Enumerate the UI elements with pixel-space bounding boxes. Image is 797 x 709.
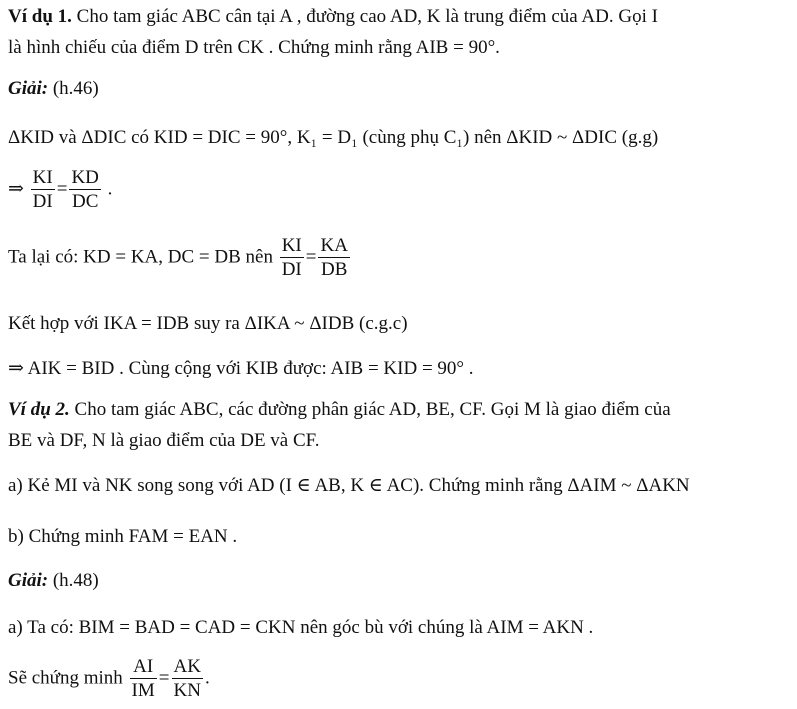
fraction-ai-im: $\frac{AI}{IM}$ bbox=[131, 656, 155, 701]
solution-label: Giải: bbox=[8, 78, 49, 99]
fraction-ka-db: $\frac{KA}{DB}$ bbox=[320, 235, 348, 280]
example-2-step-1: a) Ta có: BIM = BAD = CAD = CKN nên góc bù với chúng là AIM = AKN . bbox=[8, 617, 594, 638]
fraction-ki-di-2: $\frac{KI}{DI}$ bbox=[281, 235, 302, 280]
figure-ref-2: (h.48) bbox=[48, 570, 99, 591]
example-1-step-3: Ta lại có: KD = KA, DC = DB nên $\frac{KI}{DI}$ = $\frac{KA}{DB}$ bbox=[8, 235, 348, 280]
fraction-ak-kn: $\frac{AK}{KN}$ bbox=[173, 656, 201, 701]
example-2-text-1: Cho tam giác ABC, các đường phân giác AD, BE, CF. Gọi M là giao điểm của bbox=[69, 399, 671, 420]
example-2-solution-heading bbox=[8, 570, 99, 592]
example-1-step-5: ⇒ AIK = BID . Cùng cộng với KIB được: AIB = KID = 90° . bbox=[8, 358, 474, 379]
example-1-text-1: Cho tam giác ABC cân tại A , đường cao AD, K là trung điểm của AD. Gọi I bbox=[71, 6, 658, 27]
example-1-step-1: ΔKID và ΔDIC có KID = DIC = 90°, K₁ = D₁ (cùng phụ C₁) nên ΔKID ~ ΔDIC (g.g) bbox=[8, 127, 659, 148]
example-2-line-1 bbox=[8, 399, 671, 421]
example-1-line-2: là hình chiếu của điểm D trên CK . Chứng minh rằng AIB = 90°. bbox=[8, 37, 500, 58]
example-1-solution-heading bbox=[8, 78, 99, 100]
fraction-kd-dc: $\frac{KD}{DC}$ bbox=[71, 167, 99, 212]
example-1-step-2: ⇒ $\frac{KI}{DI}$ = $\frac{KD}{DC}$ . bbox=[8, 167, 113, 212]
example-1-label: Ví dụ 1. bbox=[8, 6, 72, 27]
example-1-line-1 bbox=[8, 6, 658, 28]
example-2-part-b: b) Chứng minh FAM = EAN . bbox=[8, 526, 238, 547]
figure-ref: (h.46) bbox=[48, 78, 99, 99]
example-2-part-a: a) Kẻ MI và NK song song với AD (I ∈ AB, K ∈ AC). Chứng minh rằng ΔAIM ~ ΔAKN bbox=[8, 475, 690, 496]
example-1-step-4: Kết hợp với IKA = IDB suy ra ΔIKA ~ ΔIDB (c.g.c) bbox=[8, 313, 408, 334]
solution-label-2: Giải: bbox=[8, 570, 49, 591]
example-2-step-2: Sẽ chứng minh $\frac{AI}{IM}$ = $\frac{AK}{KN}$ . bbox=[8, 656, 210, 701]
example-2-line-2: BE và DF, N là giao điểm của DE và CF. bbox=[8, 430, 320, 451]
example-2-label: Ví dụ 2. bbox=[8, 399, 70, 420]
fraction-ki-di: $\frac{KI}{DI}$ bbox=[32, 167, 53, 212]
